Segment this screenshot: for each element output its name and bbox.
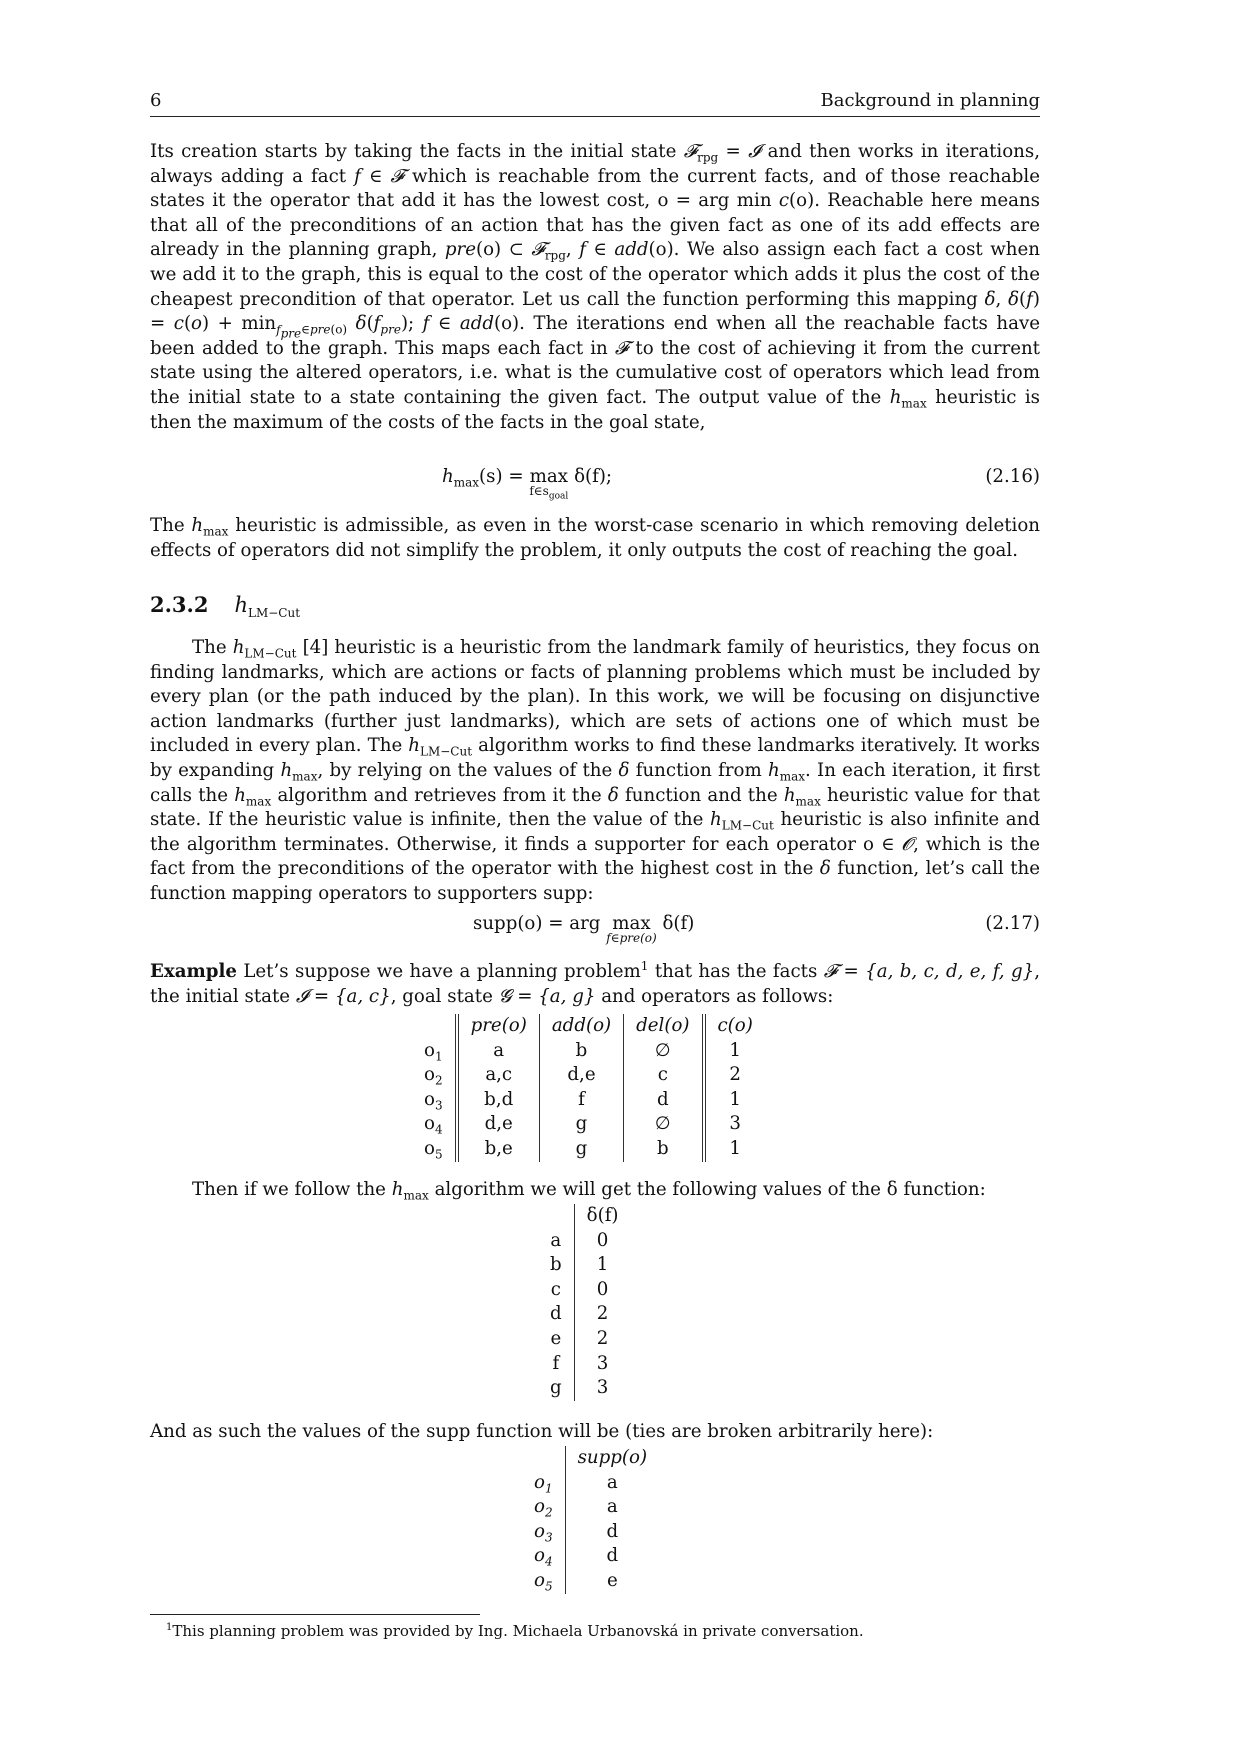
table-row: $o_1$ a b ∅ 1 [412, 1039, 765, 1064]
running-title: Background in planning [820, 90, 1040, 111]
equation-number: (2.16) [985, 466, 1040, 487]
table-row: a 0 [538, 1229, 631, 1254]
equation-number: (2.17) [985, 913, 1040, 934]
table-row: b 1 [538, 1253, 631, 1278]
paragraph-hmax-description: Its creation starts by taking the facts in the initial state 𝓕$_{rpg}$ = 𝓘 and then works in iterations, always adding a fact f ∈ 𝓕 which is reachable from the current facts, and of those reachable states it the operator that add it has the lowest cost, o = arg min c(o). Reachable here means that all of the preconditions of an action that has the given fact as one of its add effects are already in the planning graph, pre(o) ⊂ 𝓕$_{rpg}$, f ∈ add(o). We also assign each fact a cost when we add it to the graph, this is equal to the cost of the operator which adds it plus the cost of the cheapest precondition of that operator. Let us call the function performing this mapping δ, $\delta(f) = c(o) + \min_{f_{pre}\in pre(o)} \delta(f_{pre})$; f ∈ add(o). The iterations end when all the reachable facts have been added to the graph. This maps each fact in 𝓕 to the cost of achieving it from the current state using the altered operators, i.e. what is the cumulative cost of operators which lead from the initial state to a state containing the given fact. The output value of the $h_{max}$ heuristic is then the maximum of the costs of the facts in the goal state, [150, 141, 1040, 433]
table-row: c 0 [538, 1278, 631, 1303]
footnote-mark[interactable]: 1 [640, 958, 649, 973]
equation-2-17: supp(o) = arg max f∈pre(o) δ(f) (2.17) [473, 913, 1040, 945]
table-row: $o_4$ d,e g ∅ 3 [412, 1112, 765, 1137]
running-header [150, 90, 1040, 117]
table-row: g 3 [538, 1376, 631, 1401]
table-row: $o_3$ b,d f d 1 [412, 1088, 765, 1113]
operators-table: pre(o) add(o) del(o) c(o) $o_1$ a b ∅ 1 $o_2$ a,c d,e c 2 $o_3$ b,d f d 1 $o_4$ d,e g ∅ 3 $o_5$ b,e g b 1 [412, 1014, 765, 1162]
footnote: $^1$This planning problem was provided by Ing. Michaela Urbanovská in private conversation. [166, 1622, 864, 1640]
citation-link[interactable]: [4] [302, 637, 329, 658]
table-row: d 2 [538, 1302, 631, 1327]
page-number: 6 [150, 90, 162, 111]
table-row: $o_5$ e [522, 1569, 659, 1594]
delta-table: δ(f) a 0 b 1 c 0 d 2 e 2 f 3 g 3 [538, 1204, 631, 1401]
paragraph-lmcut: The $h_{LM-Cut}$ [4] heuristic is a heuristic from the landmark family of heuristics, they focus on finding landmarks, which are actions or facts of planning problems which must be included by every plan (or the path induced by the plan). In this work, we will be focusing on disjunctive action landmarks (further just landmarks), which are sets of actions one of which must be included in every plan. The $h_{LM-Cut}$ algorithm works to find these landmarks iteratively. It works by expanding $h_{max}$, by relying on the values of the δ function from $h_{max}$. In each iteration, it first calls the $h_{max}$ algorithm and retrieves from it the δ function and the $h_{max}$ heuristic value for that state. If the heuristic value is infinite, then the value of the $h_{LM-Cut}$ heuristic is also infinite and the algorithm terminates. Otherwise, it finds a supporter for each operator o ∈ 𝓞, which is the fact from the preconditions of the operator with the highest cost in the δ function, let’s call the function mapping operators to supporters supp: [150, 637, 1041, 904]
equation-2-16: $h_{max}(s) = \max$ $f\in s_{goal}$ δ(f); (2.16) [442, 466, 1040, 502]
table-row: f 3 [538, 1352, 631, 1377]
delta-intro: Then if we follow the $h_{max}$ algorithm we will get the following values of the δ function: [192, 1179, 986, 1203]
table-row: $o_4$ d [522, 1544, 659, 1569]
supp-intro: And as such the values of the supp function will be (ties are broken arbitrarily here): [150, 1421, 934, 1442]
table-row: e 2 [538, 1327, 631, 1352]
example-paragraph: Example Let’s suppose we have a planning problem$^1$ that has the facts 𝓕 = {a, b, c, d, e, f, g}, the initial state 𝓘 = {a, c}, goal state 𝓖 = {a, g} and operators as follows: [150, 958, 1040, 1007]
paragraph-hmax-admissible: The $h_{max}$ heuristic is admissible, as even in the worst-case scenario in which removing deletion effects of operators did not simplify the problem, it only outputs the cost of reaching the goal. [150, 515, 1041, 561]
section-heading: 2.3.2 $h_{LM-Cut}$ [150, 592, 301, 621]
table-row: $o_2$ a,c d,e c 2 [412, 1063, 765, 1088]
footnote-divider [150, 1614, 480, 1615]
supp-table: supp(o) $o_1$ a $o_2$ a $o_3$ d $o_4$ d $o_5$ e [522, 1446, 659, 1594]
table-row: $o_1$ a [522, 1471, 659, 1496]
table-row: $o_5$ b,e g b 1 [412, 1137, 765, 1162]
table-row: $o_2$ a [522, 1495, 659, 1520]
table-row: $o_3$ d [522, 1520, 659, 1545]
